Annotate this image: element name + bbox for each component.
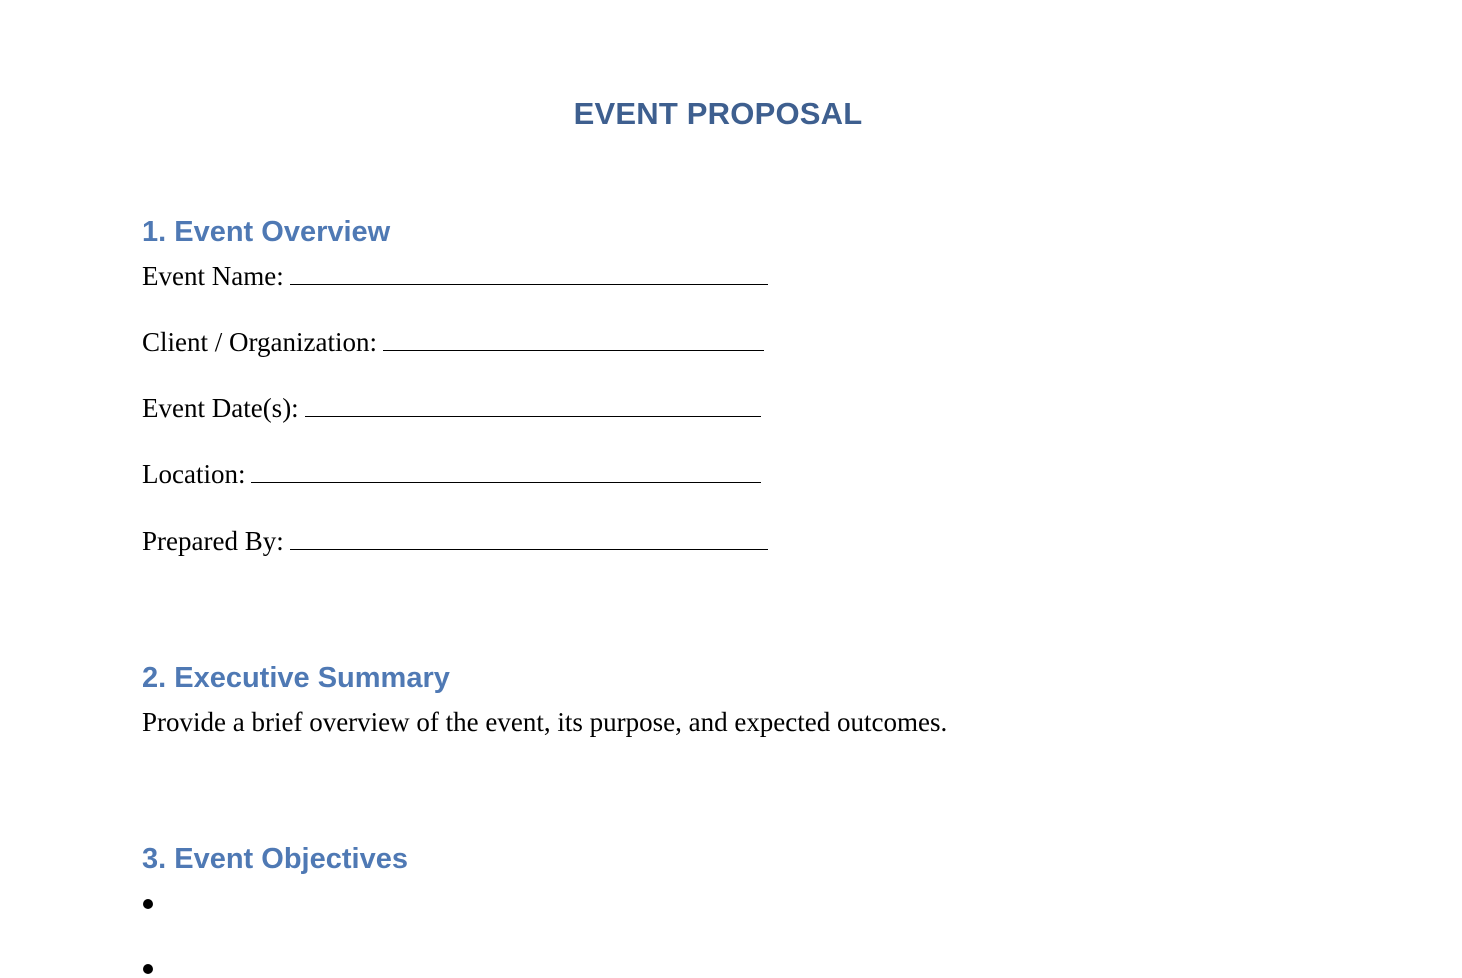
field-label: Location: [142, 459, 246, 489]
field-prepared-by [142, 523, 768, 559]
document-title: EVENT PROPOSAL [573, 96, 863, 131]
field-label: Event Date(s): [142, 393, 299, 423]
bullet-point [143, 899, 153, 909]
section-heading-event-objectives: 3. Event Objectives [142, 843, 408, 875]
fill-in-blank-line[interactable] [290, 260, 768, 285]
section-heading-executive-summary: 2. Executive Summary [142, 662, 450, 694]
field-location [142, 456, 761, 492]
field-label: Client / Organization: [142, 327, 377, 357]
section-heading-event-overview: 1. Event Overview [142, 216, 391, 248]
field-event-name [142, 258, 768, 294]
bullet-point [143, 964, 153, 974]
field-label: Event Name: [142, 261, 284, 291]
executive-summary-text: Provide a brief overview of the event, its purpose, and expected outcomes. [142, 707, 948, 737]
field-client-organization [142, 324, 764, 360]
fill-in-blank-line[interactable] [383, 326, 764, 351]
fill-in-blank-line[interactable] [251, 458, 761, 483]
fill-in-blank-line[interactable] [290, 525, 768, 550]
field-label: Prepared By: [142, 526, 284, 556]
fill-in-blank-line[interactable] [305, 392, 761, 417]
field-event-dates [142, 390, 761, 426]
